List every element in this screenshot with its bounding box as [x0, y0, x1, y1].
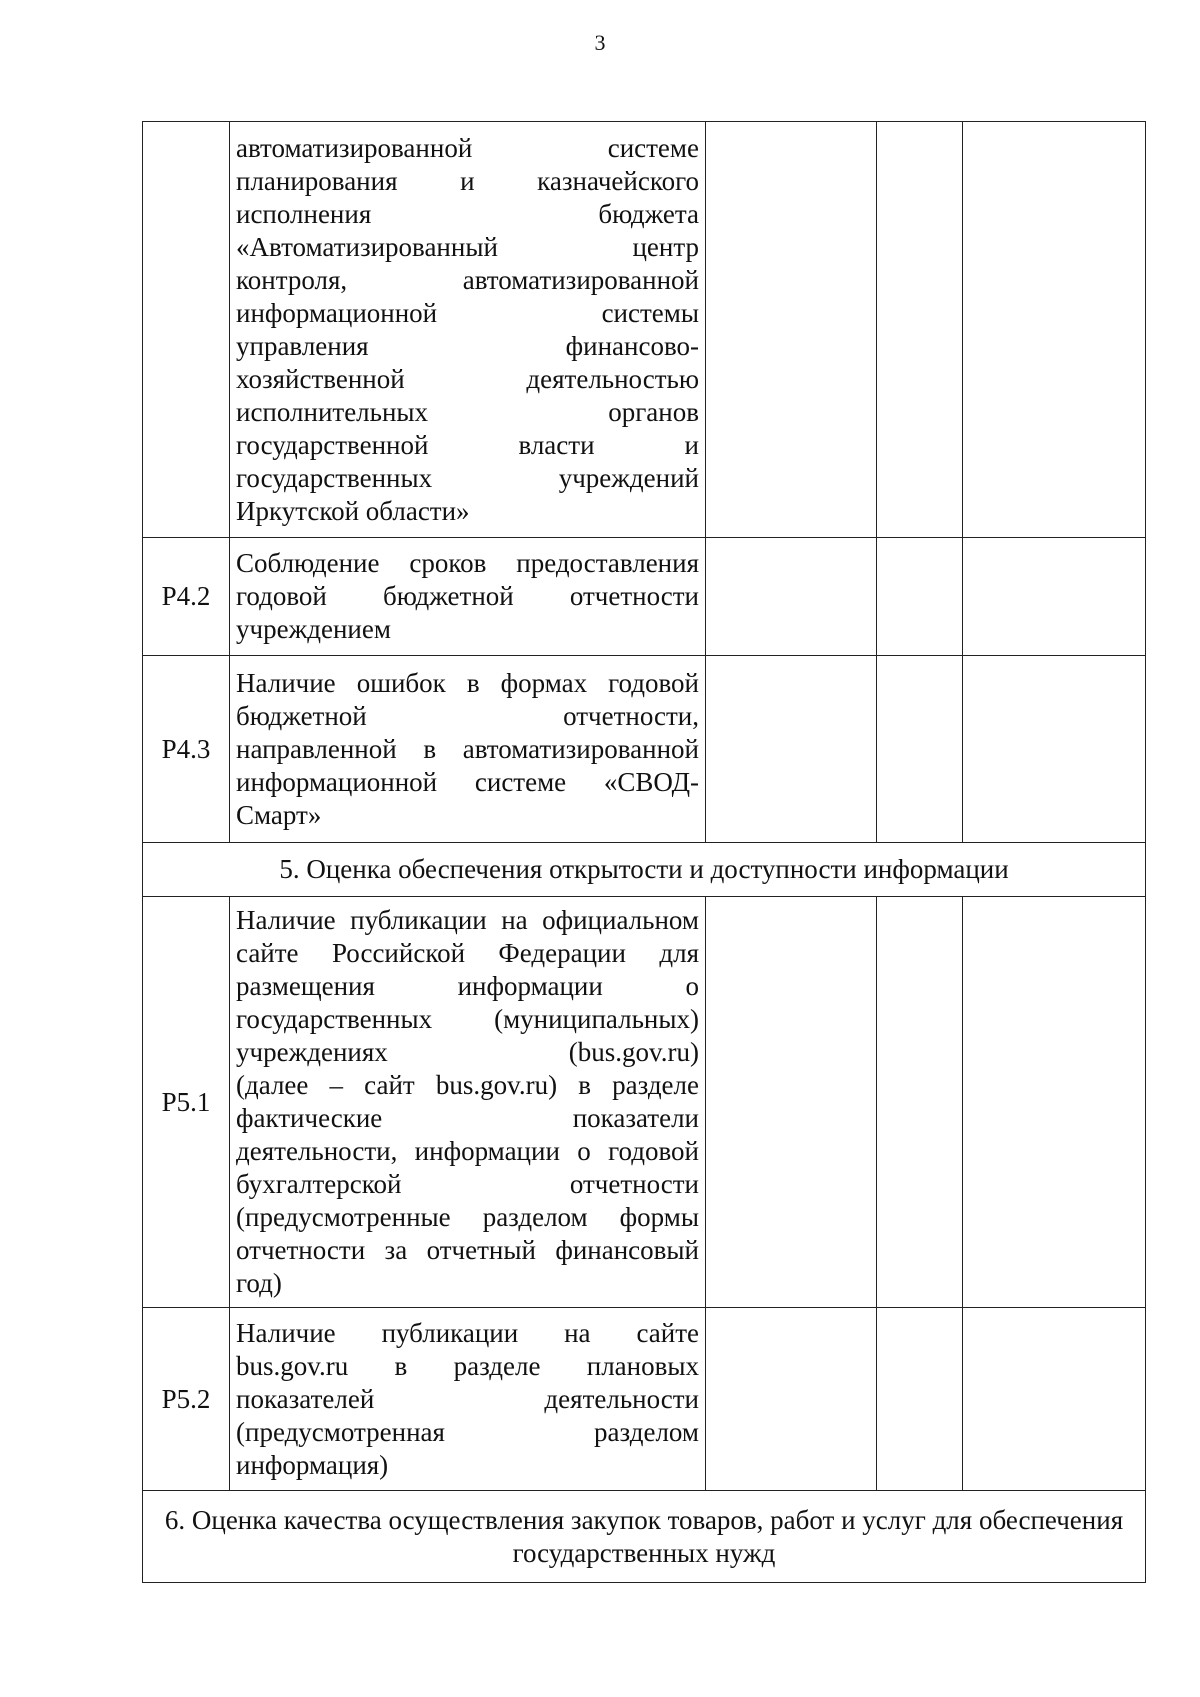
empty-cell — [706, 656, 877, 843]
indicator-name-line: учреждением — [236, 614, 391, 644]
indicator-name-line: контроля, автоматизированной — [236, 264, 699, 295]
indicator-name-line: бюджетной отчетности, — [236, 700, 699, 731]
empty-cell — [706, 122, 877, 538]
indicator-name-line: Смарт» — [236, 799, 322, 830]
indicator-name-line: автоматизированной системе — [236, 132, 699, 163]
empty-cell — [706, 897, 877, 1308]
indicator-name — [230, 538, 706, 656]
section-heading: 5. Оценка обеспечения открытости и доступности информации — [143, 843, 1146, 897]
empty-cell — [877, 1308, 963, 1491]
empty-cell — [877, 656, 963, 843]
indicator-name — [230, 122, 706, 538]
indicator-name-line: исполнения бюджета — [236, 198, 699, 229]
empty-cell — [963, 538, 1146, 656]
indicator-name-line: фактические показатели — [236, 1103, 699, 1133]
indicator-name-line: Иркутской области» — [236, 495, 470, 526]
table-row — [143, 656, 1146, 843]
indicator-name-line: направленной в автоматизированной — [236, 733, 699, 764]
indicator-code: Р5.1 — [143, 897, 230, 1308]
indicator-name-line: годовой бюджетной отчетности — [236, 581, 699, 611]
indicator-name-line: год) — [236, 1268, 282, 1298]
empty-cell — [963, 122, 1146, 538]
empty-cell — [877, 538, 963, 656]
indicator-name — [230, 897, 706, 1308]
indicator-code: Р5.2 — [143, 1308, 230, 1491]
indicator-name-line: информация) — [236, 1449, 389, 1480]
indicator-name-line: информационной системы — [236, 297, 699, 328]
table-row — [143, 538, 1146, 656]
indicator-name-line: сайте Российской Федерации для — [236, 938, 699, 968]
empty-cell — [877, 122, 963, 538]
indicator-name-line: исполнительных органов — [236, 396, 699, 427]
indicator-name-line: бухгалтерской отчетности — [236, 1169, 699, 1199]
table-row — [143, 897, 1146, 1308]
indicator-code — [143, 122, 230, 538]
indicator-name — [230, 656, 706, 843]
indicator-name-line: государственной власти и — [236, 429, 699, 460]
section-heading: 6. Оценка качества осуществления закупок товаров, работ и услуг для обеспечения государственных нужд — [143, 1491, 1146, 1583]
empty-cell — [963, 1308, 1146, 1491]
indicator-name-line: Наличие публикации на официальном — [236, 905, 699, 935]
indicator-name-line: показателей деятельности — [236, 1383, 699, 1414]
indicator-name-line: «Автоматизированный центр — [236, 231, 699, 262]
indicator-name-line: Соблюдение сроков предоставления — [236, 548, 699, 578]
section-row — [143, 1491, 1146, 1583]
indicator-name-line: Наличие ошибок в формах годовой — [236, 667, 699, 698]
indicator-name-line: государственных учреждений — [236, 462, 699, 493]
indicator-name-line: деятельности, информации о годовой — [236, 1136, 699, 1166]
empty-cell — [963, 656, 1146, 843]
indicator-name-line: размещения информации о — [236, 971, 699, 1001]
empty-cell — [963, 897, 1146, 1308]
page-number: 3 — [594, 30, 606, 55]
indicator-name-line: управления финансово- — [236, 330, 699, 361]
table-row — [143, 122, 1146, 538]
indicators-table — [142, 121, 1146, 1583]
indicator-name-line: (далее – сайт bus.gov.ru) в разделе — [236, 1070, 699, 1100]
indicator-name — [230, 1308, 706, 1491]
table-row — [143, 1308, 1146, 1491]
indicator-code: Р4.3 — [143, 656, 230, 843]
section-row — [143, 843, 1146, 897]
empty-cell — [706, 1308, 877, 1491]
indicator-name-line: (предусмотренные разделом формы — [236, 1202, 699, 1232]
indicator-name-line: государственных (муниципальных) — [236, 1004, 699, 1034]
indicator-name-line: планирования и казначейского — [236, 165, 699, 196]
indicator-code: Р4.2 — [143, 538, 230, 656]
indicator-name-line: информационной системе «СВОД- — [236, 766, 699, 797]
indicator-name-line: отчетности за отчетный финансовый — [236, 1235, 699, 1265]
indicator-name-line: Наличие публикации на сайте — [236, 1317, 699, 1348]
empty-cell — [877, 897, 963, 1308]
indicator-name-line: учреждениях (bus.gov.ru) — [236, 1037, 699, 1067]
indicator-name-line: (предусмотренная разделом — [236, 1416, 699, 1447]
indicator-name-line: bus.gov.ru в разделе плановых — [236, 1350, 699, 1381]
empty-cell — [706, 538, 877, 656]
indicator-name-line: хозяйственной деятельностью — [236, 363, 699, 394]
